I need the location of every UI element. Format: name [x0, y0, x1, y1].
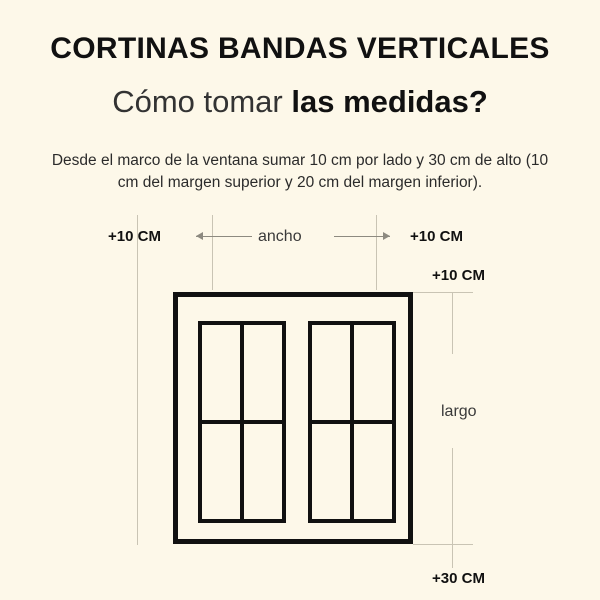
- guide-line-inner-left: [212, 215, 213, 290]
- width-arrow-line-right: [334, 236, 390, 237]
- instructions-text: Desde el marco de la ventana sumar 10 cm por lado y 30 cm de alto (10 cm del margen superior y 20 cm del margen inferior).: [51, 152, 549, 191]
- label-plus-10-right: +10 CM: [410, 228, 463, 245]
- guide-line-right: [452, 292, 453, 354]
- guide-line-left: [137, 215, 138, 545]
- guide-line-bottom-edge: [413, 544, 473, 545]
- window-sash-left: [198, 321, 286, 523]
- window-sash-right: [308, 321, 396, 523]
- subtitle-light-text: Cómo tomar: [112, 84, 292, 119]
- label-ancho: ancho: [258, 228, 302, 245]
- width-arrow-head-left-icon: [196, 232, 203, 240]
- guide-line-right-lower: [452, 448, 453, 568]
- guide-line-inner-right: [376, 215, 377, 290]
- page-subtitle: [0, 84, 600, 120]
- window-frame-illustration: [173, 292, 413, 544]
- window-mullion-horizontal-right: [312, 420, 392, 424]
- guide-line-top-edge: [413, 292, 473, 293]
- label-plus-10-left: +10 CM: [108, 228, 161, 245]
- label-plus-30-bottom: +30 CM: [432, 570, 485, 587]
- subtitle-bold-text: las medidas?: [291, 84, 488, 119]
- width-arrow-line-left: [196, 236, 252, 237]
- label-plus-10-top: +10 CM: [432, 267, 485, 284]
- label-largo: largo: [441, 403, 477, 420]
- page-title: CORTINAS BANDAS VERTICALES: [50, 32, 550, 65]
- width-arrow-head-right-icon: [383, 232, 390, 240]
- window-mullion-horizontal-left: [202, 420, 282, 424]
